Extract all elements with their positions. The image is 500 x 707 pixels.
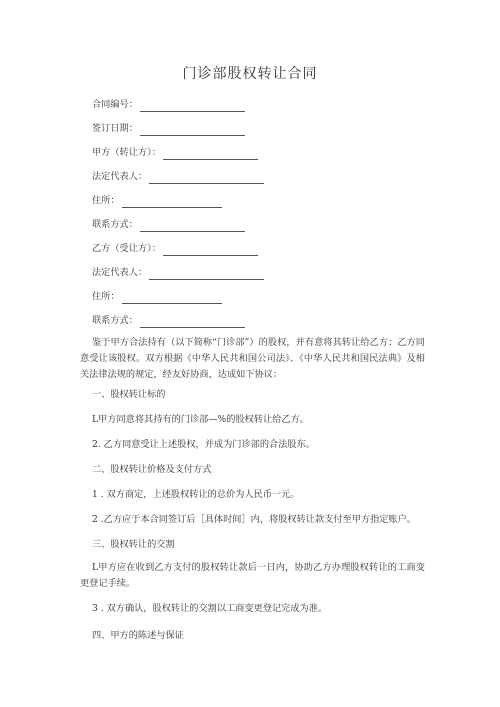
field-contract-number — [92, 98, 245, 112]
clause-text: L甲方同意将其持有的门诊部—%的股权转让给乙方。 — [92, 414, 309, 425]
section-heading: 二、股权转让价格及支付方式 — [92, 464, 212, 475]
blank-line — [140, 220, 245, 232]
field-label: 联系方式： — [92, 315, 138, 326]
field-party-b-contact — [92, 314, 245, 328]
field-label: 住所： — [92, 195, 120, 206]
field-party-b-representative — [92, 266, 264, 280]
clause-text: L甲方应在收到乙方支付的股权转让款后一日内，协助乙方办理股权转让的工商变更登记手续。 — [80, 562, 425, 589]
field-label: 合同编号： — [92, 99, 138, 110]
field-party-b-address — [92, 290, 222, 304]
section-heading: 四、甲方的陈述与保证 — [92, 630, 184, 641]
field-sign-date — [92, 122, 245, 136]
field-label: 住所： — [92, 291, 120, 302]
blank-line — [122, 196, 222, 208]
blank-line — [122, 292, 222, 304]
clause-text: 3 . 双方确认，股权转让的交割以工商变更登记完成为准。 — [92, 603, 328, 614]
blank-line — [163, 244, 258, 256]
field-party-a-address — [92, 194, 222, 208]
preamble-paragraph: 鉴于甲方合法持有（以下简称“门诊部”）的股权，并有意将其转让给乙方；乙方同意受让该股权。双方根据《中华人民共和国公司法》、《中华人民共和国民法典》及相关法律法规的规定，经友好协商，达成如下协议： — [80, 337, 425, 380]
blank-line — [140, 124, 245, 136]
field-party-a — [92, 146, 258, 160]
blank-line — [140, 316, 245, 328]
blank-line — [149, 172, 264, 184]
clause-text: 2 .乙方应于本合同签订后［具体时间］内，将股权转让款支付至甲方指定账户。 — [92, 514, 417, 525]
section-heading: 一、股权转让标的 — [92, 389, 166, 400]
field-label: 联系方式： — [92, 219, 138, 230]
field-party-a-representative — [92, 170, 264, 184]
blank-line — [163, 148, 258, 160]
clause-text: 2. 乙方同意受让上述股权，并成为门诊部的合法股东。 — [92, 439, 315, 450]
field-label: 甲方（转让方）： — [92, 147, 161, 158]
blank-line — [140, 100, 245, 112]
field-label: 签订日期： — [92, 123, 138, 134]
clause-text: 1 . 双方商定，上述股权转让的总价为人民币一元。 — [92, 489, 300, 500]
field-party-a-contact — [92, 218, 245, 232]
blank-line — [149, 268, 264, 280]
field-label: 法定代表人： — [92, 171, 148, 182]
document-title: 门诊部股权转让合同 — [182, 66, 318, 82]
field-label: 乙方（受让方）： — [92, 243, 161, 254]
section-heading: 三、股权转让的交割 — [92, 539, 175, 550]
field-party-b — [92, 242, 258, 256]
field-label: 法定代表人： — [92, 267, 148, 278]
